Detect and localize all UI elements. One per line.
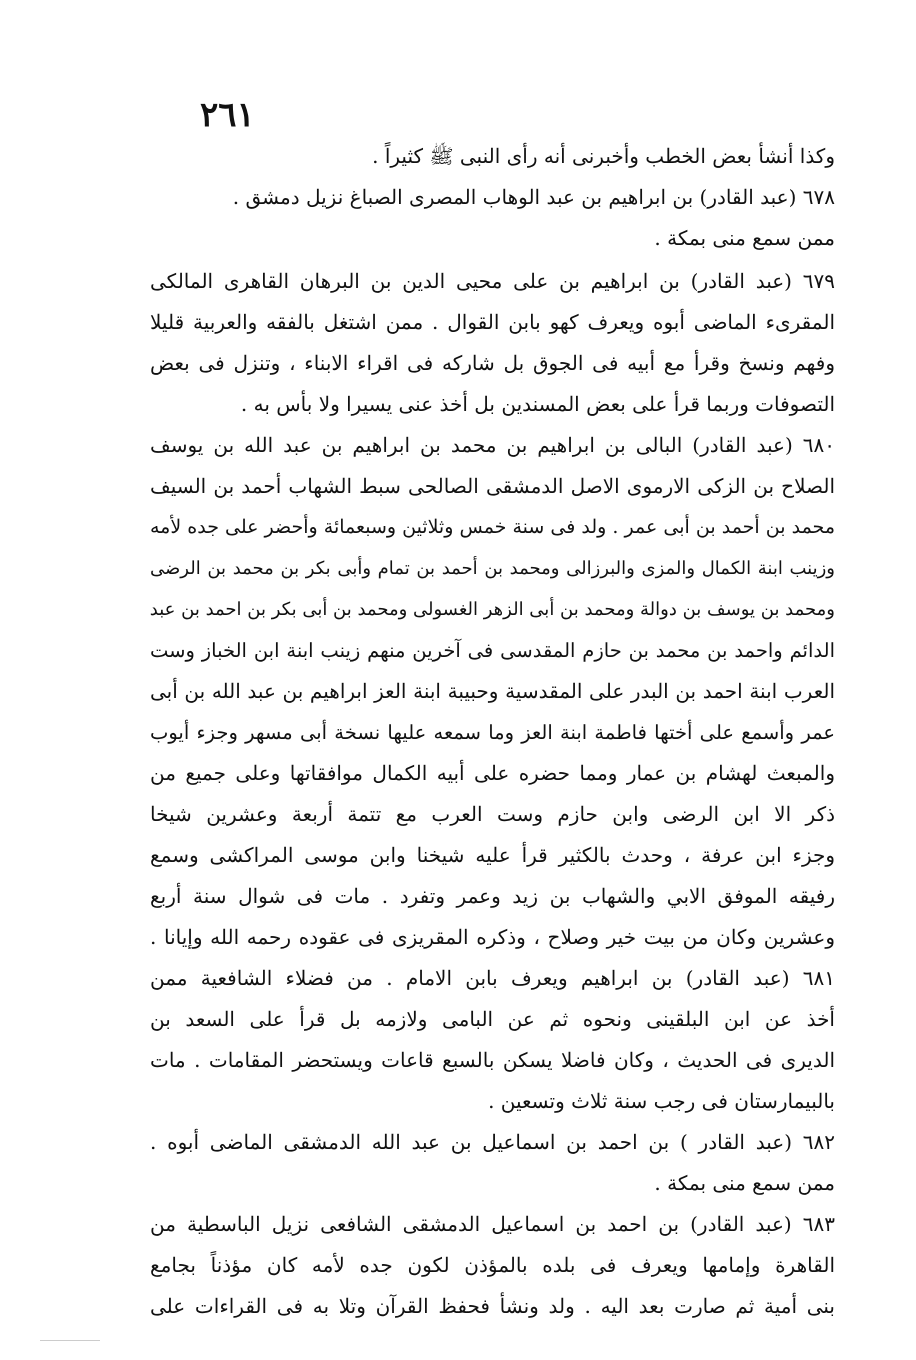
text-line: رفيقه الموفق الابي والشهاب بن زيد وعمر وتفرد . مات فى شوال سنة أربع bbox=[150, 884, 835, 908]
text-line: والمبعث لهشام بن عمار ومما حضره على أبيه الكمال موافقاتها وعلى جميع من bbox=[150, 761, 835, 785]
text-line: الصلاح بن الزكى الارموى الاصل الدمشقى الصالحى سبط الشهاب أحمد بن السيف bbox=[150, 474, 835, 498]
text-line: ممن سمع منى بمكة . bbox=[654, 226, 835, 250]
text-line: ممن سمع منى بمكة . bbox=[654, 1171, 835, 1195]
text-line: عمر وأسمع على أختها فاطمة ابنة العز وما سمعه عليها نسخة أبى مسهر وجزء أيوب bbox=[150, 721, 835, 744]
text-line: وفهم ونسخ وقرأ مع أبيه فى الجوق بل شاركه فى اقراء الابناء ، وتنزل فى بعض bbox=[150, 351, 835, 375]
text-line: ذكر الا ابن الرضى وابن حازم وست العرب مع تتمة أربعة وعشرين شيخا bbox=[150, 802, 835, 826]
text-line: التصوفات وربما قرأ على بعض المسندين بل أخذ عنى يسيرا ولا بأس به . bbox=[240, 392, 835, 416]
text-line: وجزء ابن عرفة ، وحدث بالكثير قرأ عليه شيخنا وابن موسى المراكشى وسمع bbox=[150, 843, 835, 867]
text-line: وعشرين وكان من بيت خير وصلاح ، وذكره المقريزى فى عقوده رحمه الله وإيانا . bbox=[150, 925, 835, 949]
text-line: وزينب ابنة الكمال والمزى والبرزالى ومحمد بن أحمد بن تمام وأبى بكر بن محمد بن الرضى bbox=[150, 558, 835, 579]
entry-679-line: ٦٧٩ (عبد القادر) بن ابراهيم بن على محيى الدين بن البرهان القاهرى المالكى bbox=[150, 269, 835, 293]
text-line: المقرىء الماضى أبوه ويعرف كهو بابن القوال . ممن اشتغل بالفقه والعربية قليلا bbox=[150, 310, 835, 334]
entry-681-line: ٦٨١ (عبد القادر) بن ابراهيم ويعرف بابن الامام . من فضلاء الشافعية ممن bbox=[150, 966, 835, 990]
text-line: وكذا أنشأ بعض الخطب وأخبرنى أنه رأى النبى ﷺ كثيراً . bbox=[372, 144, 835, 168]
text-line: بنى أمية ثم صارت بعد اليه . ولد ونشأ فحفظ القرآن وتلا به فى القراءات على bbox=[150, 1294, 835, 1318]
text-line: محمد بن أحمد بن أبى عمر . ولد فى سنة خمس وثلاثين وسبعمائة وأحضر على جده لأمه bbox=[150, 516, 835, 538]
entry-680-line: ٦٨٠ (عبد القادر) البالى بن ابراهيم بن محمد بن ابراهيم بن عبد الله بن يوسف bbox=[150, 433, 835, 457]
scan-edge-mark bbox=[40, 1340, 100, 1341]
text-line: بالبيمارستان فى رجب سنة ثلاث وتسعين . bbox=[488, 1089, 835, 1113]
text-line: الديرى فى الحديث ، وكان فاضلا يسكن بالسبع قاعات ويستحضر المقامات . مات bbox=[150, 1048, 835, 1072]
text-line: القاهرة وإمامها ويعرف فى بلده بالمؤذن لكون جده لأمه كان مؤذناً بجامع bbox=[150, 1253, 835, 1277]
body-text bbox=[150, 136, 835, 1327]
entry-683-line: ٦٨٣ (عبد القادر) بن احمد بن اسماعيل الدمشقى الشافعى نزيل الباسطية من bbox=[150, 1212, 835, 1236]
text-line: ومحمد بن يوسف بن دوالة ومحمد بن أبى الزهر الغسولى ومحمد بن أبى بكر بن احمد بن عبد bbox=[150, 599, 835, 620]
text-line: الدائم واحمد بن محمد بن حازم المقدسى فى آخرين منهم زينب ابنة ابن الخباز وست bbox=[150, 639, 835, 662]
entry-678-line: ٦٧٨ (عبد القادر) بن ابراهيم بن عبد الوهاب المصرى الصباغ نزيل دمشق . bbox=[232, 185, 835, 209]
entry-682-line: ٦٨٢ (عبد القادر ) بن احمد بن اسماعيل بن عبد الله الدمشقى الماضى أبوه . bbox=[150, 1130, 835, 1154]
text-line: أخذ عن ابن البلقينى ونحوه ثم عن البامى ولازمه بل قرأ على السعد بن bbox=[150, 1007, 835, 1031]
page-number: ٢٦١ bbox=[200, 95, 255, 135]
text-line: العرب ابنة احمد بن البدر على المقدسية وحبيبة ابنة العز ابراهيم بن عبد الله بن أبى bbox=[150, 679, 835, 703]
